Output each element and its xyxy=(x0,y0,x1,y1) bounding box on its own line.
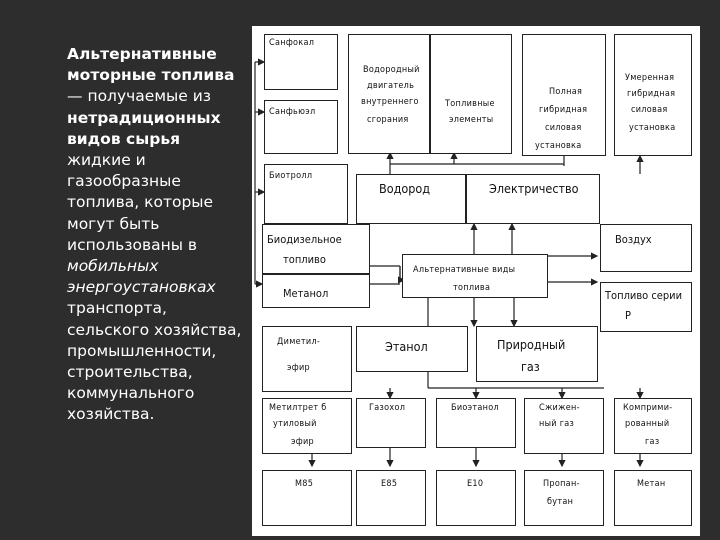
box-methanol xyxy=(262,274,370,308)
label-lng-2: ный газ xyxy=(539,419,575,429)
box-cng xyxy=(614,398,692,454)
intro-part2: жидкие и газообразные топлива, которые могут быть использованы в xyxy=(67,151,214,254)
label-mild-hybrid-3: силовая xyxy=(631,105,668,115)
label-mtbe-2: утиловый xyxy=(273,419,317,429)
intro-part1: получаемые из xyxy=(87,87,212,106)
label-e85: Е85 xyxy=(381,479,398,489)
label-h2-engine-1: Водородный xyxy=(363,65,420,75)
box-biotroll xyxy=(264,164,348,224)
label-biotroll: Биотролл xyxy=(269,171,313,181)
label-dme-2: эфир xyxy=(287,363,310,373)
label-center-1: Альтернативные виды xyxy=(413,265,516,275)
intro-title: Альтернативные моторные топлива xyxy=(67,45,235,85)
label-dme-1: Диметил- xyxy=(277,337,321,347)
box-mild-hybrid xyxy=(614,34,692,156)
label-gasohol: Газохол xyxy=(369,403,406,413)
label-cng-3: газ xyxy=(645,437,660,447)
label-h2-engine-3: внутреннего xyxy=(361,97,419,107)
box-sanfyuel xyxy=(264,100,338,154)
box-e85 xyxy=(356,470,426,526)
box-mtbe xyxy=(262,398,352,454)
box-air xyxy=(600,224,692,272)
box-hydrogen xyxy=(356,174,466,224)
box-electricity xyxy=(466,174,600,224)
label-mild-hybrid-2: гибридная xyxy=(627,89,676,99)
box-gasohol xyxy=(356,398,426,448)
box-methane xyxy=(614,470,692,526)
box-biodiesel xyxy=(262,224,370,274)
label-air: Воздух xyxy=(615,233,652,246)
box-bioethanol xyxy=(436,398,516,448)
label-full-hybrid-3: силовая xyxy=(545,123,582,133)
box-fuel-series xyxy=(600,282,692,332)
box-h2-engine xyxy=(348,34,430,154)
box-ethanol xyxy=(356,326,468,372)
box-e10 xyxy=(436,470,516,526)
label-methane: Метан xyxy=(637,479,666,489)
label-propane-2: бутан xyxy=(547,497,574,507)
label-lng-1: Сжижен- xyxy=(539,403,580,413)
label-cng-2: рованный xyxy=(625,419,670,429)
label-h2-engine-4: сгорания xyxy=(367,115,409,125)
label-fuel-series-2: Р xyxy=(625,309,631,322)
label-full-hybrid-1: Полная xyxy=(549,87,583,97)
box-propane xyxy=(524,470,604,526)
intro-dash: — xyxy=(67,87,88,106)
label-fuel-cells-1: Топливные xyxy=(445,99,495,109)
label-h2-engine-2: двигатель xyxy=(367,81,415,91)
label-natural-gas-1: Природный xyxy=(497,337,566,352)
label-propane-1: Пропан- xyxy=(543,479,580,489)
intro-italic: мобильных энергоустановках xyxy=(67,257,216,297)
label-m85: М85 xyxy=(295,479,314,489)
box-natural-gas xyxy=(476,326,598,382)
label-sanfyuel: Санфьюэл xyxy=(269,107,316,117)
label-mild-hybrid-1: Умеренная xyxy=(625,73,675,83)
box-lng xyxy=(524,398,604,454)
label-natural-gas-2: газ xyxy=(521,359,540,374)
intro-text xyxy=(67,44,245,426)
box-sanfokal xyxy=(264,34,338,90)
label-e10: Е10 xyxy=(467,479,484,489)
label-biodiesel-2: топливо xyxy=(283,253,326,266)
label-electricity: Электричество xyxy=(489,181,579,196)
label-full-hybrid-2: гибридная xyxy=(539,105,588,115)
label-mtbe-1: Метилтрет б xyxy=(269,403,327,413)
label-methanol: Метанол xyxy=(283,287,329,300)
box-m85 xyxy=(262,470,352,526)
box-dme xyxy=(262,326,352,392)
label-biodiesel-1: Биодизельное xyxy=(267,233,342,246)
label-cng-1: Комприми- xyxy=(623,403,673,413)
label-full-hybrid-4: установка xyxy=(535,141,582,151)
box-full-hybrid xyxy=(522,34,606,156)
label-hydrogen: Водород xyxy=(379,181,431,196)
fuel-diagram xyxy=(252,26,700,536)
label-ethanol: Этанол xyxy=(385,339,428,354)
intro-part3: транспорта, сельского хозяйства, промышленности, строительства, коммунального хозяйства. xyxy=(67,299,242,424)
box-fuel-cells xyxy=(430,34,512,154)
label-mild-hybrid-4: установка xyxy=(629,123,676,133)
label-sanfokal: Санфокал xyxy=(269,38,315,48)
label-fuel-series-1: Топливо серии xyxy=(605,289,683,302)
intro-bold2: нетрадиционных видов сырья xyxy=(67,108,221,148)
label-mtbe-3: эфир xyxy=(291,437,314,447)
box-alternative-fuels xyxy=(402,254,548,298)
label-bioethanol: Биоэтанол xyxy=(451,403,500,413)
label-fuel-cells-2: элементы xyxy=(449,115,494,125)
label-center-2: топлива xyxy=(453,283,491,293)
